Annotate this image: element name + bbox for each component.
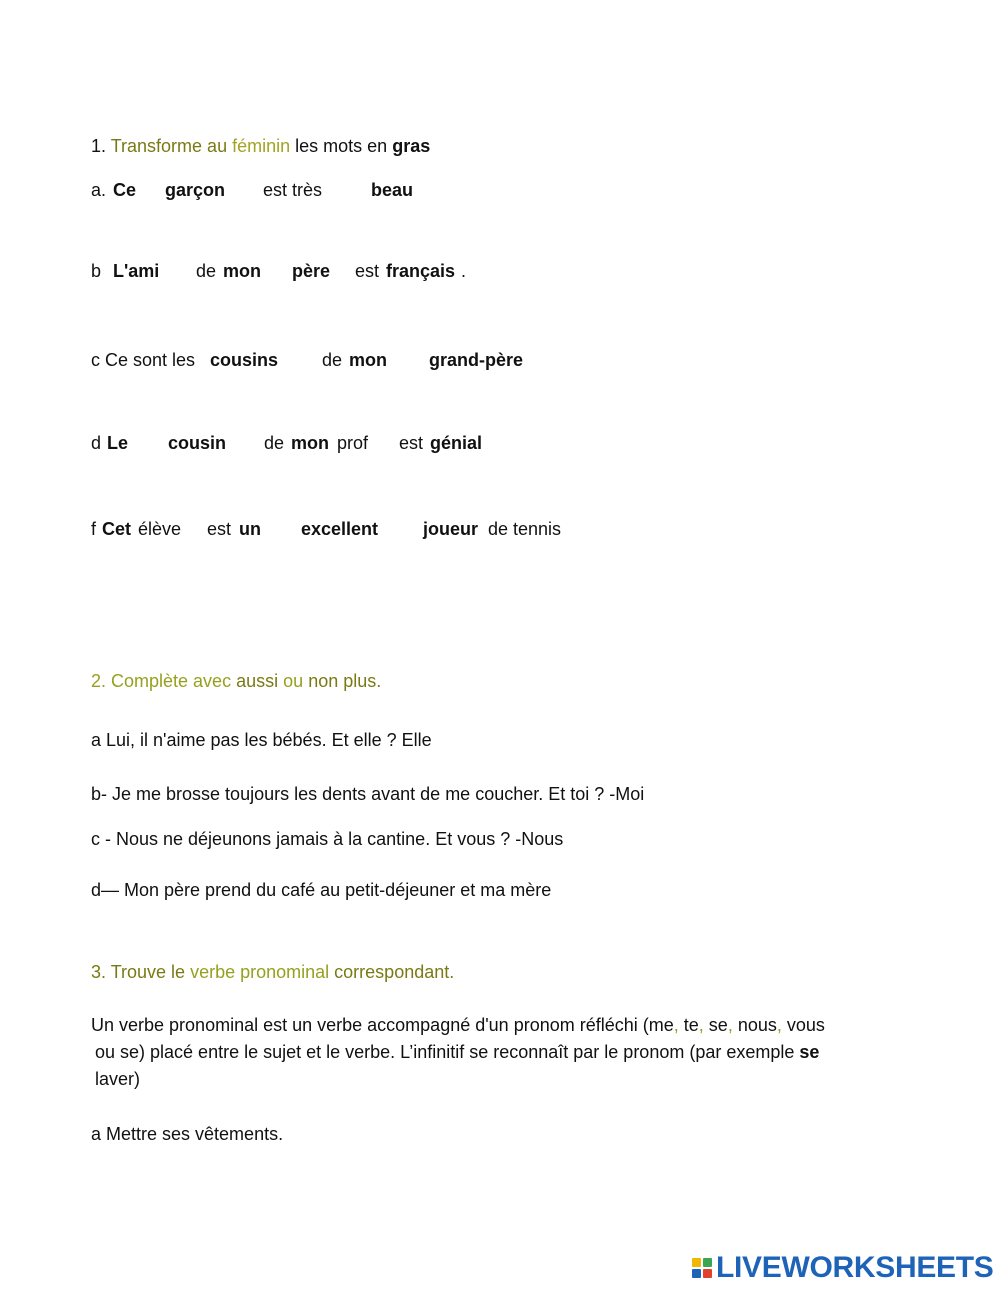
- item-label: b: [91, 261, 102, 281]
- pronoun-te: te: [678, 1015, 699, 1035]
- word-bold: joueur: [423, 519, 479, 539]
- exercise2-heading: [91, 670, 381, 692]
- word-bold: français: [386, 261, 456, 281]
- comma: ,: [698, 1015, 704, 1035]
- word: de: [264, 433, 285, 453]
- word-bold: garçon: [165, 180, 226, 200]
- word-bold: mon: [291, 433, 329, 453]
- word-bold: un: [239, 519, 261, 539]
- exercise2-item-a: a Lui, il n'aime pas les bébés. Et elle ? Elle: [91, 730, 432, 750]
- item-label: d: [91, 433, 102, 453]
- exercise2-item-b: b- Je me brosse toujours les dents avant de me coucher. Et toi ? -Moi: [91, 784, 645, 804]
- exercise1-number: 1.: [91, 136, 107, 156]
- word: est très: [263, 180, 323, 200]
- logo-text: LIVEWORKSHEETS: [716, 1251, 994, 1284]
- word-bold: père: [292, 261, 331, 281]
- comma: ,: [727, 1015, 733, 1035]
- word-bold: génial: [430, 433, 483, 453]
- word-bold: Le: [107, 433, 129, 453]
- liveworksheets-logo: [692, 1252, 994, 1284]
- exercise2-word-aussi: aussi: [236, 671, 279, 691]
- word: prof: [337, 433, 369, 453]
- pronoun-nous: nous: [732, 1015, 777, 1035]
- exercise3-item-a: a Mettre ses vêtements.: [91, 1124, 284, 1144]
- word-bold: cousin: [168, 433, 227, 453]
- word-bold: beau: [371, 180, 414, 200]
- exercise2-word-non-plus: non plus.: [308, 671, 382, 691]
- exercise3-instruction-part1: 3. Trouve le: [91, 962, 186, 982]
- pronoun-se: se: [703, 1015, 728, 1035]
- word-bold: mon: [223, 261, 261, 281]
- example-se: se: [799, 1042, 820, 1062]
- word: de tennis: [488, 519, 562, 539]
- pronoun-vous: vous: [781, 1015, 825, 1035]
- exercise1-instruction-part2: les mots en: [295, 136, 388, 156]
- explanation-line-1: [91, 1012, 901, 1039]
- exercise3-explanation: [91, 1012, 901, 1093]
- word: élève: [138, 519, 182, 539]
- word-bold: Ce: [113, 180, 137, 200]
- comma: ,: [673, 1015, 679, 1035]
- exercise1-instruction-feminin: féminin: [232, 136, 291, 156]
- explanation-text: Un verbe pronominal est un verbe accompagné d'un pronom réfléchi (me: [91, 1015, 674, 1035]
- exercise1-instruction-gras: gras: [392, 136, 431, 156]
- word: de: [196, 261, 217, 281]
- comma: ,: [776, 1015, 782, 1035]
- exercise1-heading: [91, 135, 430, 157]
- word: est: [399, 433, 424, 453]
- word: est: [207, 519, 232, 539]
- exercise3-verbe-pronominal: verbe pronominal: [190, 962, 330, 982]
- word: est: [355, 261, 380, 281]
- word-bold: mon: [349, 350, 387, 370]
- explanation-line-3: [91, 1066, 901, 1093]
- item-label: a.: [91, 180, 107, 200]
- exercise2-word-ou: ou: [283, 671, 304, 691]
- exercise3-heading: [91, 961, 454, 983]
- explanation-text: ou se) placé entre le sujet et le verbe. L’infinitif se reconnaît par le pronom (par exemple: [95, 1042, 800, 1062]
- explanation-line-2: [91, 1039, 901, 1066]
- word-bold: cousins: [210, 350, 279, 370]
- explanation-text: laver): [95, 1069, 141, 1089]
- exercise2-item-c: c - Nous ne déjeunons jamais à la cantine. Et vous ? -Nous: [91, 829, 564, 849]
- exercise1-instruction-part1: Transforme au: [110, 136, 228, 156]
- word-bold: excellent: [301, 519, 379, 539]
- word-bold: grand-père: [429, 350, 524, 370]
- exercise2-instruction-part1: 2. Complète avec: [91, 671, 232, 691]
- word-bold: L'ami: [113, 261, 160, 281]
- item-label: c Ce sont les: [91, 350, 196, 370]
- exercise2-item-d: d— Mon père prend du café au petit-déjeuner et ma mère: [91, 880, 552, 900]
- punctuation: .: [461, 261, 467, 281]
- exercise3-instruction-part2: correspondant.: [334, 962, 455, 982]
- word-bold: Cet: [102, 519, 132, 539]
- word: de: [322, 350, 343, 370]
- item-label: f: [91, 519, 97, 539]
- logo-squares-icon: [692, 1258, 712, 1278]
